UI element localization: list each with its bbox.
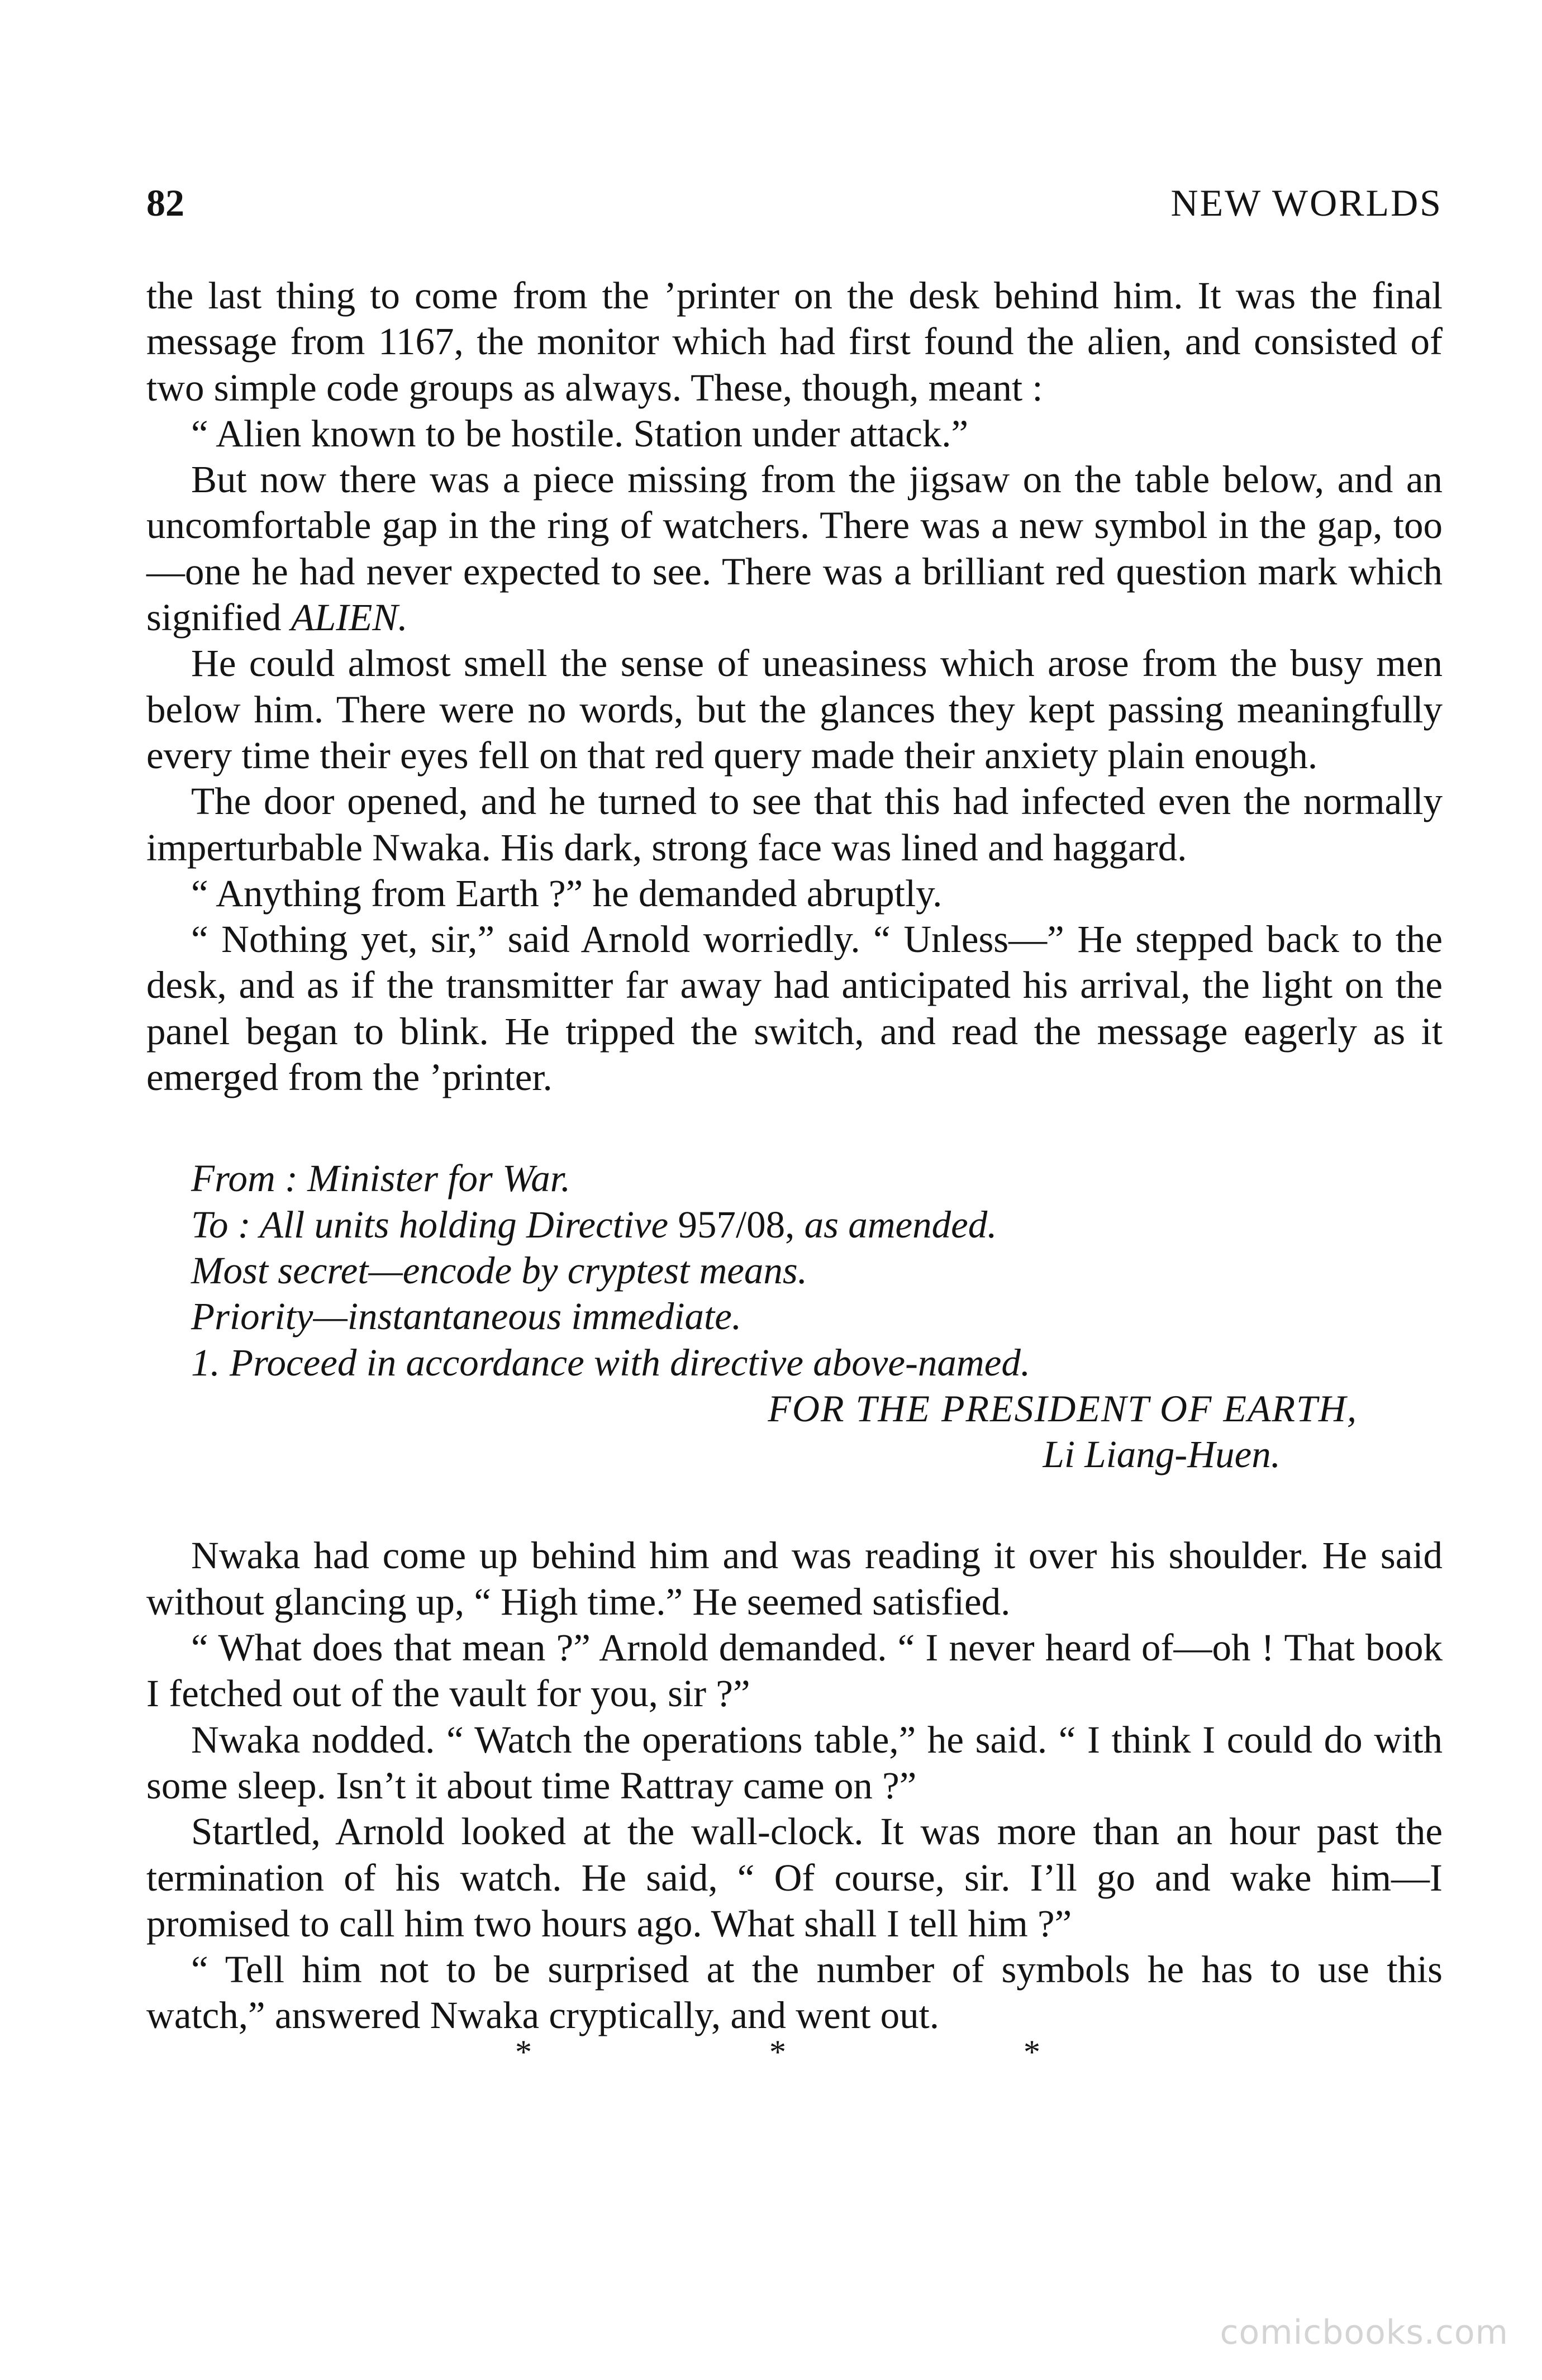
paragraph-8: Nwaka had come up behind him and was reading it over his shoulder. He said without glancing up, “ High time.” He seemed satisfied. xyxy=(146,1534,1443,1623)
paragraph-2: “ Alien known to be hostile. Station under attack.” xyxy=(191,412,969,455)
paragraph-10: Nwaka nodded. “ Watch the operations table,” he said. “ I think I could do with some sleep. Isn’t it about time Rattray came on ?” xyxy=(146,1718,1443,1807)
message-to-suffix: as amended. xyxy=(794,1203,997,1246)
message-from-line: From : Minister for War. xyxy=(191,1157,571,1200)
paragraph-3-text: But now there was a piece missing from the jigsaw on the table below, and an uncomfortable gap in the ring of watchers. There was a new symbol in the gap, too—one he had never expected to see. There was a brilliant red question mark which signified xyxy=(146,458,1443,639)
running-head xyxy=(146,178,1443,228)
paragraph-3 xyxy=(146,456,1443,640)
directive-number: 957/08, xyxy=(678,1203,795,1246)
message-security-line: Most secret—encode by cryptest means. xyxy=(191,1249,808,1292)
message-priority-line: Priority—instantaneous immediate. xyxy=(191,1295,742,1338)
watermark: comicbooks.com xyxy=(1220,2313,1508,2352)
running-title: NEW WORLDS xyxy=(1170,182,1443,224)
section-break-asterisk: * xyxy=(1024,2033,1040,2070)
message-signature-title: FOR THE PRESIDENT OF EARTH, xyxy=(768,1387,1358,1430)
page-number: 82 xyxy=(146,182,184,224)
paragraph-5: The door opened, and he turned to see that this had infected even the normally imperturbable Nwaka. His dark, strong face was lined and haggard. xyxy=(146,780,1443,869)
section-break xyxy=(515,2035,1040,2069)
paragraph-12: “ Tell him not to be surprised at the number of symbols he has to use this watch,” answered Nwaka cryptically, and went out. xyxy=(146,1948,1443,2037)
alien-emphasis: ALIEN. xyxy=(291,596,408,639)
body-text xyxy=(146,273,1443,2069)
section-break-asterisk: * xyxy=(515,2033,532,2070)
message-signature-name: Li Liang-Huen. xyxy=(1043,1433,1281,1476)
paragraph-1: the last thing to come from the ’printer on the desk behind him. It was the final message from 1167, the monitor which had first found the alien, and consisted of two simple code groups as always. These, though, meant : xyxy=(146,274,1443,409)
message-to-text: To : All units holding Directive xyxy=(191,1203,678,1246)
paragraph-11: Startled, Arnold looked at the wall-clock. It was more than an hour past the termination of his watch. He said, “ Of course, sir. I’ll go and wake him—I promised to call him two hours ago. What shall I tell him ?” xyxy=(146,1810,1443,1945)
message-to-line xyxy=(146,1202,1443,1248)
section-break-asterisk: * xyxy=(769,2033,786,2070)
paragraph-4: He could almost smell the sense of uneasiness which arose from the busy men below him. There were no words, but the glances they kept passing meaningfully every time their eyes fell on that red query made their anxiety plain enough. xyxy=(146,642,1443,777)
paragraph-6: “ Anything from Earth ?” he demanded abruptly. xyxy=(191,872,943,915)
paragraph-7: “ Nothing yet, sir,” said Arnold worriedly. “ Unless—” He stepped back to the desk, and as if the transmitter far away had anticipated his arrival, the light on the panel began to blink. He tripped the switch, and read the message eagerly as it emerged from the ’printer. xyxy=(146,918,1443,1099)
paragraph-9: “ What does that mean ?” Arnold demanded. “ I never heard of—oh ! That book I fetched out of the vault for you, sir ?” xyxy=(146,1626,1443,1715)
message-instruction-line: 1. Proceed in accordance with directive above-named. xyxy=(191,1341,1031,1384)
dispatch-message xyxy=(146,1155,1443,1477)
